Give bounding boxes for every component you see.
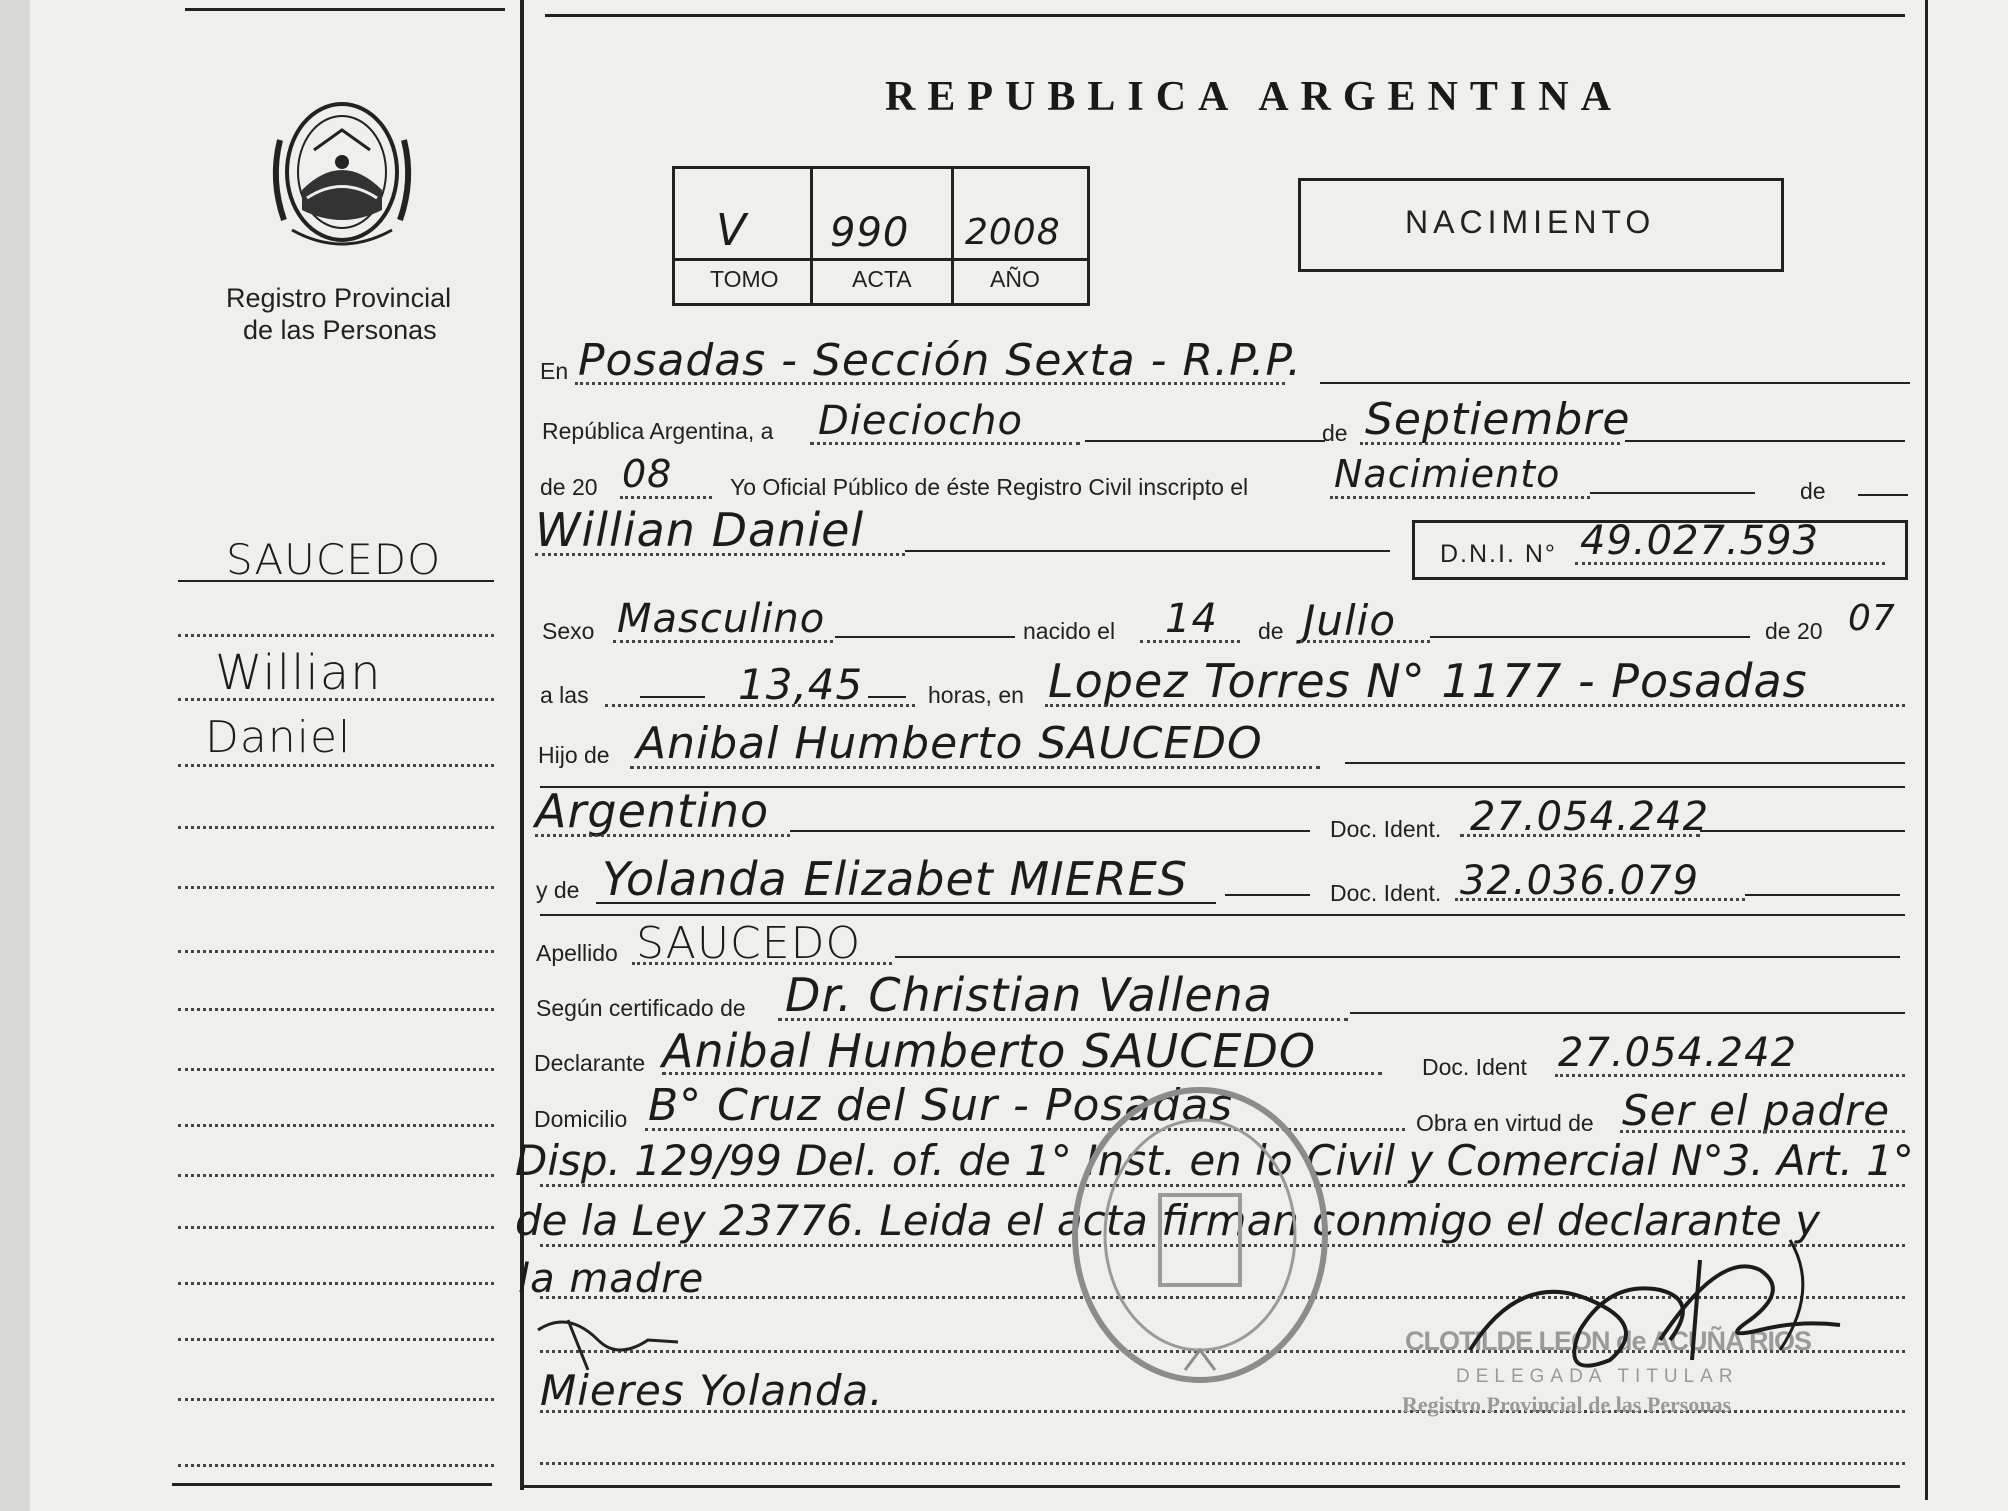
margin-line <box>178 1338 494 1341</box>
field-line <box>1140 640 1240 643</box>
place-value: Posadas - Sección Sexta - R.P.P. <box>578 335 1302 386</box>
birth-month: Julio <box>1303 596 1397 645</box>
margin-line <box>178 950 494 953</box>
child-names: Willian Daniel <box>535 503 865 557</box>
birth-year-prefix: de 20 <box>1765 618 1823 644</box>
field-line <box>790 830 1310 832</box>
field-line <box>575 382 1285 385</box>
field-line <box>535 834 790 837</box>
mother-name: Yolanda Elizabet MIERES <box>602 852 1188 906</box>
margin-line <box>178 826 494 829</box>
field-line <box>835 636 1015 638</box>
margin-surname: SAUCEDO <box>226 535 442 584</box>
declarante-doc-label: Doc. Ident <box>1422 1054 1527 1080</box>
anio-label: AÑO <box>990 266 1040 292</box>
declarante-doc: 27.054.242 <box>1558 1030 1798 1076</box>
field-line <box>1360 442 1620 445</box>
year-suffix: 08 <box>622 452 673 496</box>
hijo-label: Hijo de <box>538 742 610 768</box>
field-line <box>1590 492 1755 494</box>
sexo-value: Masculino <box>617 596 826 642</box>
margin-line <box>178 1068 494 1071</box>
anio-value: 2008 <box>965 212 1061 253</box>
republica-label: República Argentina, a <box>542 418 774 444</box>
margin-line <box>178 1008 494 1011</box>
time-dash <box>868 696 906 698</box>
nacido-label: nacido el <box>1023 618 1116 644</box>
father-doc: 27.054.242 <box>1470 794 1710 840</box>
margin-line <box>178 634 494 637</box>
en-label: En <box>540 358 569 384</box>
note-line3: la madre <box>518 1256 705 1302</box>
table-divider <box>672 258 1087 261</box>
field-line <box>1745 894 1900 896</box>
field-line <box>778 1018 1348 1021</box>
apellido-label: Apellido <box>536 940 618 966</box>
field-line <box>1300 640 1430 643</box>
field-line <box>662 1072 1382 1075</box>
field-line <box>605 704 915 707</box>
declarante-label: Declarante <box>534 1050 646 1076</box>
page-edge <box>0 0 30 1511</box>
domicilio-label: Domicilio <box>534 1106 628 1132</box>
field-line <box>1330 496 1590 499</box>
province-seal-logo <box>262 80 422 260</box>
margin-line <box>178 1464 494 1467</box>
table-divider <box>810 166 813 303</box>
margin-line <box>178 1226 494 1229</box>
month-value: Septiembre <box>1365 394 1631 445</box>
field-line <box>596 902 1216 904</box>
registry-name-line1: Registro Provincial <box>226 283 452 313</box>
field-line <box>1700 830 1905 832</box>
field-line <box>1320 382 1910 384</box>
note-line2: de la Ley 23776. Leida el acta firman conmigo el declarante y <box>515 1196 1820 1245</box>
field-line <box>1625 440 1905 442</box>
field-line <box>540 1462 1905 1465</box>
day-words-value: Dieciocho <box>818 398 1023 444</box>
margin-line <box>178 1174 494 1177</box>
father-name: Anibal Humberto SAUCEDO <box>636 718 1263 769</box>
margin-first-name: Willian <box>215 645 382 701</box>
certificado-label: Según certificado de <box>536 995 746 1021</box>
official-signature <box>1460 1230 1860 1390</box>
field-line <box>620 496 712 499</box>
field-line <box>1620 1130 1905 1133</box>
registry-name-line2: de las Personas <box>243 315 437 345</box>
acta-value: 990 <box>830 210 910 256</box>
field-line <box>1350 1012 1905 1014</box>
obra-value: Ser el padre <box>1622 1086 1891 1135</box>
obra-label: Obra en virtud de <box>1416 1110 1594 1136</box>
margin-line <box>178 886 494 889</box>
top-rule-right <box>545 14 1905 17</box>
mother-doc: 32.036.079 <box>1460 858 1700 904</box>
apellido-value: SAUCEDO <box>636 918 862 969</box>
time-dash <box>640 696 705 698</box>
field-line <box>1430 636 1750 638</box>
declarante-value: Anibal Humberto SAUCEDO <box>662 1024 1317 1078</box>
father-doc-label: Doc. Ident. <box>1330 816 1442 842</box>
de-label: de <box>1322 420 1348 446</box>
field-line <box>1858 494 1908 496</box>
tomo-label: TOMO <box>710 266 779 292</box>
field-line <box>630 766 1320 769</box>
right-border <box>1925 0 1928 1500</box>
tomo-value: V <box>716 205 748 256</box>
field-line <box>1555 1074 1905 1077</box>
domicilio-value: B° Cruz del Sur - Posadas <box>648 1080 1234 1131</box>
field-line <box>1345 762 1905 764</box>
official-name: CLOTILDE LEON de ACUÑA RIOS <box>1405 1326 1812 1356</box>
inscription-type: Nacimiento <box>1334 452 1561 496</box>
field-line <box>1575 562 1885 565</box>
official-registry: Registro Provincial de las Personas <box>1402 1392 1732 1417</box>
margin-line <box>178 580 494 582</box>
margin-line <box>178 1282 494 1285</box>
birth-time: 13,45 <box>738 660 864 709</box>
field-line <box>632 962 892 965</box>
bottom-rule-right <box>520 1485 1900 1488</box>
field-line <box>895 956 1900 958</box>
margin-line <box>178 764 494 767</box>
de-label2: de <box>1800 478 1826 504</box>
top-rule-left <box>185 8 505 11</box>
margin-line <box>178 698 494 701</box>
birth-day: 14 <box>1165 596 1218 642</box>
horas-label: horas, en <box>928 682 1024 708</box>
official-title: DELEGADA TITULAR <box>1456 1366 1739 1387</box>
field-line <box>1460 834 1700 837</box>
alas-label: a las <box>540 682 589 708</box>
act-type-label: NACIMIENTO <box>1405 204 1656 240</box>
dni-label: D.N.I. N° <box>1440 540 1557 568</box>
margin-line <box>178 1398 494 1401</box>
note-line1: Disp. 129/99 Del. of. de 1° Inst. en lo Civil y Comercial N°3. Art. 1° <box>515 1136 1914 1185</box>
oficial-text: Yo Oficial Público de éste Registro Civil inscripto el <box>730 474 1249 500</box>
certificado-value: Dr. Christian Vallena <box>785 968 1273 1022</box>
field-line <box>1225 894 1310 896</box>
field-line <box>810 442 1080 445</box>
mother-signature: Mieres Yolanda. <box>540 1366 884 1415</box>
mother-doc-label: Doc. Ident. <box>1330 880 1442 906</box>
table-divider <box>951 166 954 303</box>
yde-label: y de <box>536 877 580 903</box>
father-nationality: Argentino <box>535 784 770 838</box>
margin-line <box>178 1124 494 1127</box>
field-line <box>1085 440 1325 442</box>
birth-year-suffix: 07 <box>1848 598 1896 639</box>
field-line <box>1045 704 1905 707</box>
field-line <box>535 553 905 556</box>
margin-second-name: Daniel <box>205 712 352 763</box>
field-line <box>1455 898 1745 901</box>
sexo-label: Sexo <box>542 618 595 644</box>
field-line <box>540 914 1905 916</box>
dni-value: 49.027.593 <box>1580 518 1820 564</box>
year-prefix: de 20 <box>540 474 598 500</box>
field-line <box>613 640 833 643</box>
bottom-rule-left <box>172 1483 492 1486</box>
country-title: REPUBLICA ARGENTINA <box>885 74 1623 120</box>
field-line <box>905 550 1390 552</box>
birth-de-label: de <box>1258 618 1284 644</box>
birth-place: Lopez Torres N° 1177 - Posadas <box>1048 654 1808 708</box>
acta-label: ACTA <box>852 266 912 292</box>
